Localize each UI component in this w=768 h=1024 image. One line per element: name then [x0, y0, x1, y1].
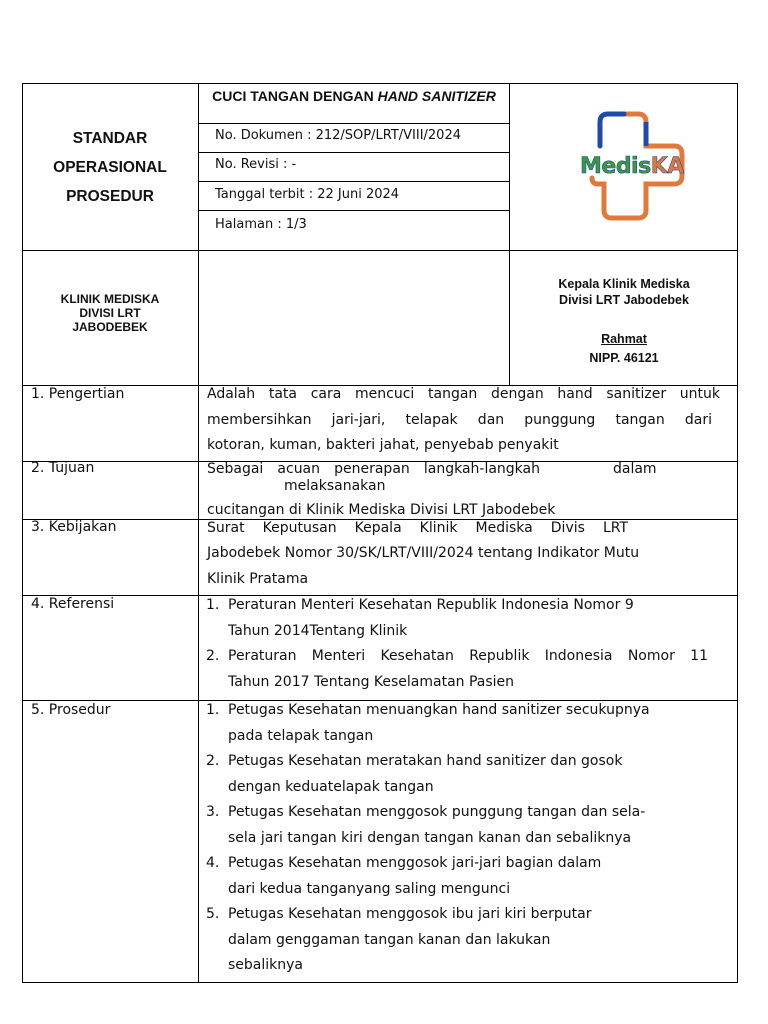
- item-number: 1.: [206, 702, 220, 718]
- document-title-italic: HAND SANITIZER: [377, 88, 496, 104]
- prosedur-item2-line2: dengan keduatelapak tangan: [228, 779, 434, 795]
- list-item: [206, 644, 708, 670]
- label-tujuan: 2. Tujuan: [31, 460, 95, 476]
- referensi-item2-line2: Tahun 2017 Tentang Keselamatan Pasien: [228, 674, 515, 690]
- item-number: 2.: [206, 753, 220, 769]
- prosedur-item5-line3: sebaliknya: [228, 957, 303, 973]
- tujuan-line1a: Sebagai acuan penerapan langkah-langkah: [207, 461, 540, 477]
- head-division: Divisi LRT Jabodebek: [559, 293, 689, 307]
- clinic-name: [22, 292, 198, 334]
- item-text: Petugas Kesehatan menggosok jari-jari bagian dalam: [228, 855, 602, 871]
- kebijakan-line1: Surat Keputusan Kepala Klinik Mediska Divis LRT: [207, 520, 628, 536]
- prosedur-item1-line2: pada telapak tangan: [228, 728, 374, 744]
- prosedur-item4-line2: dari kedua tanganyang saling mengunci: [228, 881, 511, 897]
- referensi-item1-line2: Tahun 2014Tentang Klinik: [228, 623, 408, 639]
- sop-label-line2: OPERASIONAL: [53, 158, 167, 176]
- sop-label-line1: STANDAR: [72, 129, 148, 147]
- item-number: 1.: [206, 597, 220, 613]
- pengertian-line1: Adalah tata cara mencuci tangan dengan hand sanitizer untuk: [207, 386, 720, 402]
- no-dokumen: No. Dokumen : 212/SOP/LRT/VIII/2024: [215, 128, 461, 143]
- item-text: Petugas Kesehatan menuangkan hand sanitizer secukupnya: [228, 702, 650, 718]
- label-referensi: 4. Referensi: [31, 596, 115, 612]
- item-text: Petugas Kesehatan menggosok ibu jari kiri berputar: [228, 906, 592, 922]
- list-item: [206, 593, 686, 619]
- item-number: 4.: [206, 855, 220, 871]
- item-number: 5.: [206, 906, 220, 922]
- kebijakan-line3: Klinik Pratama: [207, 571, 309, 587]
- tujuan-line1b: dalam: [613, 461, 657, 477]
- mediska-logo: [578, 110, 698, 222]
- halaman: Halaman : 1/3: [215, 217, 307, 232]
- prosedur-item5-line2: dalam genggaman tangan kanan dan lakukan: [228, 932, 551, 948]
- signatory-nipp: NIPP. 46121: [589, 351, 659, 365]
- item-text: Peraturan Menteri Kesehatan Republik Indonesia Nomor 11: [228, 648, 708, 664]
- document-title-main: CUCI TANGAN DENGAN: [212, 88, 374, 104]
- prosedur-item3-line2: sela jari tangan kiri dengan tangan kanan dan sebaliknya: [228, 830, 632, 846]
- label-prosedur: 5. Prosedur: [31, 702, 111, 718]
- list-item: [206, 902, 591, 928]
- label-kebijakan: 3. Kebijakan: [31, 519, 117, 535]
- signatory-name: Rahmat: [601, 332, 647, 346]
- pengertian-line3: kotoran, kuman, bakteri jahat, penyebab penyakit: [207, 437, 559, 453]
- list-item: [206, 800, 645, 826]
- tujuan-line2: melaksanakan: [284, 478, 386, 494]
- tanggal-terbit: Tanggal terbit : 22 Juni 2024: [215, 187, 400, 202]
- kebijakan-line2: Jabodebek Nomor 30/SK/LRT/VIII/2024 tentang Indikator Mutu: [207, 545, 640, 561]
- item-number: 3.: [206, 804, 220, 820]
- list-item: [206, 851, 601, 877]
- item-text: Petugas Kesehatan menggosok punggung tangan dan sela-: [228, 804, 646, 820]
- item-text: Petugas Kesehatan meratakan hand sanitizer dan gosok: [228, 753, 623, 769]
- list-item: [206, 749, 622, 775]
- sop-label-line3: PROSEDUR: [66, 187, 154, 205]
- clinic-name-line2: DIVISI LRT: [79, 306, 141, 320]
- clinic-name-line1: KLINIK MEDISKA: [60, 292, 160, 306]
- sop-label: [22, 84, 198, 250]
- pengertian-line2: membersihkan jari-jari, telapak dan punggung tangan dari: [207, 412, 712, 428]
- no-revisi: No. Revisi : -: [215, 157, 297, 172]
- document-title: [199, 88, 509, 104]
- list-item: [206, 698, 650, 724]
- item-text: Peraturan Menteri Kesehatan Republik Indonesia Nomor 9: [228, 597, 634, 613]
- label-pengertian: 1. Pengertian: [31, 386, 125, 402]
- clinic-name-line3: JABODEBEK: [72, 320, 148, 334]
- tujuan-line3: cucitangan di Klinik Mediska Divisi LRT Jabodebek: [207, 502, 556, 518]
- logo-text-a: Medis: [580, 154, 651, 179]
- item-number: 2.: [206, 648, 220, 664]
- logo-text-b: KA: [650, 154, 684, 179]
- head-title: Kepala Klinik Mediska: [558, 277, 690, 291]
